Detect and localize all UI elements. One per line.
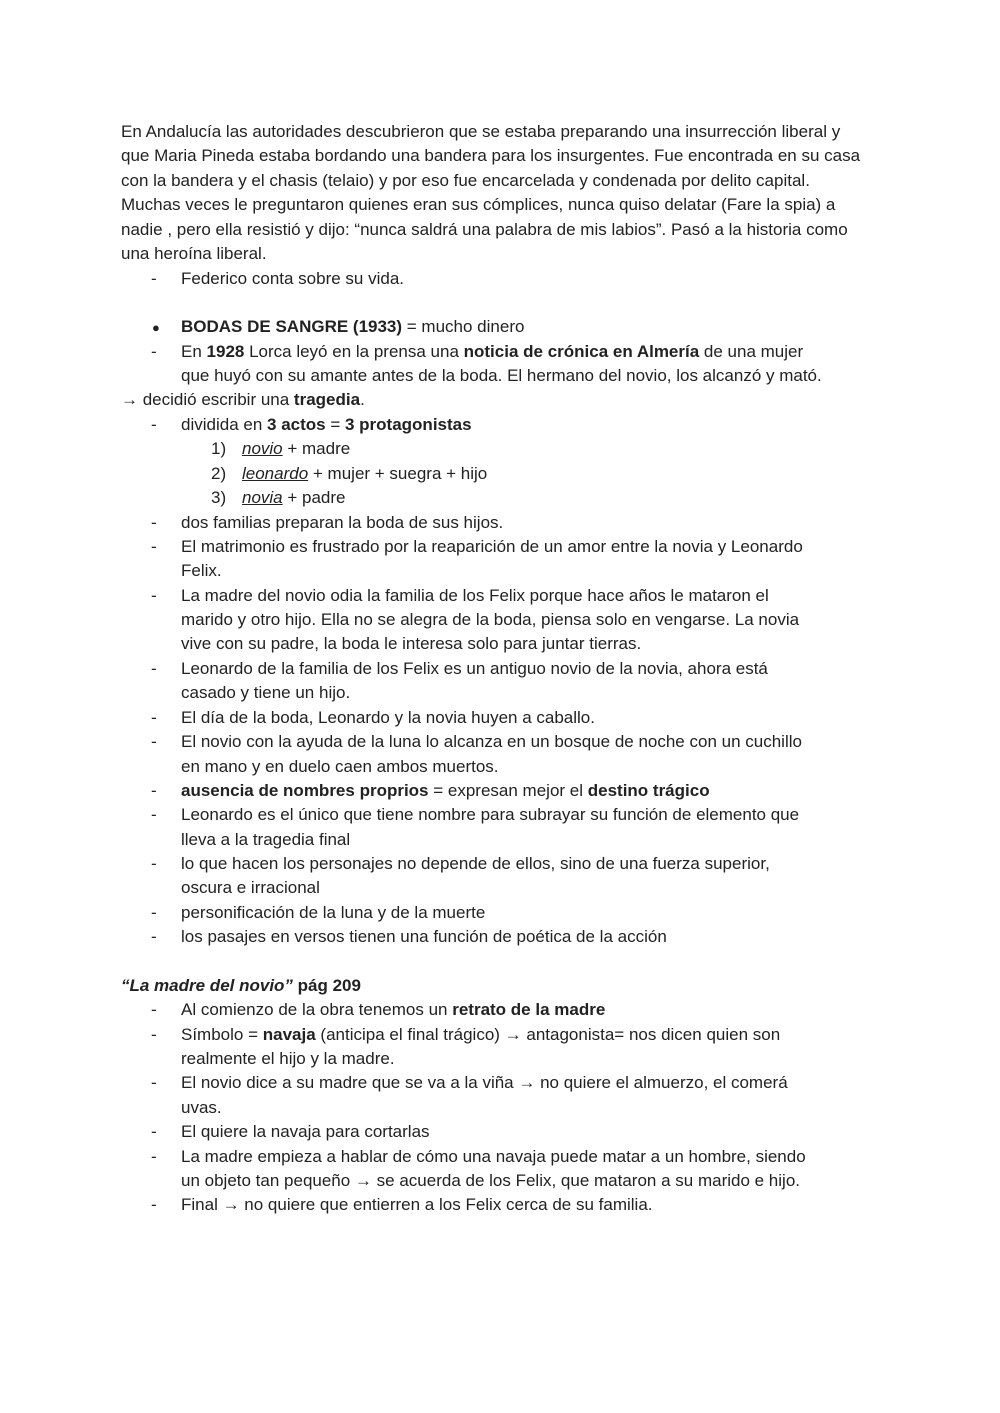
- text-span: leonardo: [242, 464, 309, 483]
- section-heading: [121, 976, 361, 996]
- text-span: → decidió escribir una: [121, 390, 294, 409]
- text-span: = mucho dinero: [402, 317, 525, 336]
- text-span: en mano y en duelo caen ambos muertos.: [181, 757, 499, 776]
- text-span: + padre: [282, 488, 346, 507]
- text-span: -: [151, 854, 157, 873]
- text-span: -: [151, 1195, 157, 1214]
- text-span: de una mujer: [699, 342, 804, 361]
- text-span: 2): [211, 464, 227, 483]
- text-span: -: [151, 903, 157, 922]
- text-span: marido y otro hijo. Ella no se alegra de la boda, piensa solo en vengarse. La novia: [181, 610, 800, 629]
- text-span: =: [325, 415, 345, 434]
- text-span: 3): [211, 488, 227, 507]
- text-span: oscura e irracional: [181, 878, 320, 897]
- text-span: BODAS DE SANGRE (1933): [181, 317, 403, 336]
- text-span: novio: [242, 439, 283, 458]
- text-span: destino trágico: [587, 781, 710, 800]
- text-span: los pasajes en versos tienen una función de poética de la acción: [181, 927, 667, 946]
- text-span: un objeto tan pequeño → se acuerda de los Felix, que mataron a su marido e hijo.: [181, 1171, 800, 1190]
- text-span: Leonardo es el único que tiene nombre para subrayar su función de elemento que: [181, 805, 800, 824]
- text-span: navaja: [262, 1025, 316, 1044]
- text-span: -: [151, 708, 157, 727]
- text-span: El novio con la ayuda de la luna lo alcanza en un bosque de noche con un cuchillo: [181, 732, 802, 751]
- text-span: La madre del novio odia la familia de los Felix porque hace años le mataron el: [181, 586, 769, 605]
- text-span: vive con su padre, la boda le interesa solo para juntar tierras.: [181, 634, 642, 653]
- text-span: -: [151, 1073, 157, 1092]
- text-span: Al comienzo de la obra tenemos un: [181, 1000, 453, 1019]
- text-span: 3 protagonistas: [344, 415, 472, 434]
- text-span: + mujer + suegra + hijo: [308, 464, 488, 483]
- text-span: Lorca leyó en la prensa una: [244, 342, 464, 361]
- text-span: .: [360, 390, 365, 409]
- text-span: Felix.: [181, 561, 222, 580]
- text-span: realmente el hijo y la madre.: [181, 1049, 395, 1068]
- text-span: que huyó con su amante antes de la boda. El hermano del novio, los alcanzó y mató.: [181, 366, 822, 385]
- text-span: 3 actos: [267, 415, 326, 434]
- text-span: -: [151, 927, 157, 946]
- text-span: -: [151, 342, 157, 361]
- text-span: Símbolo =: [181, 1025, 263, 1044]
- text-span: dos familias preparan la boda de sus hijos.: [181, 513, 504, 532]
- text-span: -: [151, 805, 157, 824]
- text-span: -: [151, 1025, 157, 1044]
- text-span: -: [151, 586, 157, 605]
- text-span: -: [151, 513, 157, 532]
- bullet-icon: ●: [152, 320, 160, 335]
- text-span: -: [151, 269, 157, 288]
- text-span: -: [151, 781, 157, 800]
- text-span: El quiere la navaja para cortarlas: [181, 1122, 430, 1141]
- text-span: El día de la boda, Leonardo y la novia huyen a caballo.: [181, 708, 595, 727]
- text-span: tragedia: [293, 390, 361, 409]
- intro-paragraph: En Andalucía las autoridades descubrieron que se estaba preparando una insurrección liberal y que Maria Pineda estaba bordando una bandera para los insurgentes. Fue encontrada en su casa con la bandera y el chasis (telaio) y por eso fue encarcelada y condenada por delito capital. Muchas veces le preguntaron quienes eran sus cómplices, nunca quiso delatar (Fare la spia) a nadie , pero ella resistió y dijo: “nunca saldrá una palabra de mis labios”. Pasó a la historia como una heroína liberal.: [121, 122, 861, 264]
- text-span: -: [151, 537, 157, 556]
- text-span: -: [151, 659, 157, 678]
- text-span: novia: [242, 488, 283, 507]
- text-span: personificación de la luna y de la muerte: [181, 903, 486, 922]
- text-span: “La madre del novio”: [121, 976, 293, 995]
- text-span: Final → no quiere que entierren a los Felix cerca de su familia.: [181, 1195, 653, 1214]
- text-span: 1): [211, 439, 227, 458]
- text-span: -: [151, 415, 157, 434]
- text-span: = expresan mejor el: [428, 781, 588, 800]
- text-span: + madre: [282, 439, 351, 458]
- text-span: -: [151, 1122, 157, 1141]
- text-span: (anticipa el final trágico) → antagonista= nos dicen quien son: [315, 1025, 781, 1044]
- text-span: casado y tiene un hijo.: [181, 683, 351, 702]
- text-span: Leonardo de la familia de los Felix es un antiguo novio de la novia, ahora está: [181, 659, 768, 678]
- text-span: 1928: [206, 342, 245, 361]
- text-span: dividida en: [181, 415, 268, 434]
- text-span: -: [151, 1147, 157, 1166]
- text-span: -: [151, 732, 157, 751]
- text-span: retrato de la madre: [452, 1000, 606, 1019]
- text-span: lleva a la tragedia final: [181, 830, 351, 849]
- text-span: lo que hacen los personajes no depende de ellos, sino de una fuerza superior,: [181, 854, 770, 873]
- text-span: Federico conta sobre su vida.: [181, 269, 405, 288]
- text-span: El matrimonio es frustrado por la reaparición de un amor entre la novia y Leonardo: [181, 537, 803, 556]
- text-span: ausencia de nombres proprios: [181, 781, 429, 800]
- text-span: El novio dice a su madre que se va a la viña → no quiere el almuerzo, el comerá: [181, 1073, 788, 1092]
- text-span: -: [151, 1000, 157, 1019]
- text-span: En: [181, 342, 207, 361]
- text-span: noticia de crónica en Almería: [463, 342, 700, 361]
- text-span: uvas.: [181, 1098, 222, 1117]
- text-span: pág 209: [292, 976, 361, 995]
- text-span: La madre empieza a hablar de cómo una navaja puede matar a un hombre, siendo: [181, 1147, 806, 1166]
- decision-line: [121, 390, 365, 410]
